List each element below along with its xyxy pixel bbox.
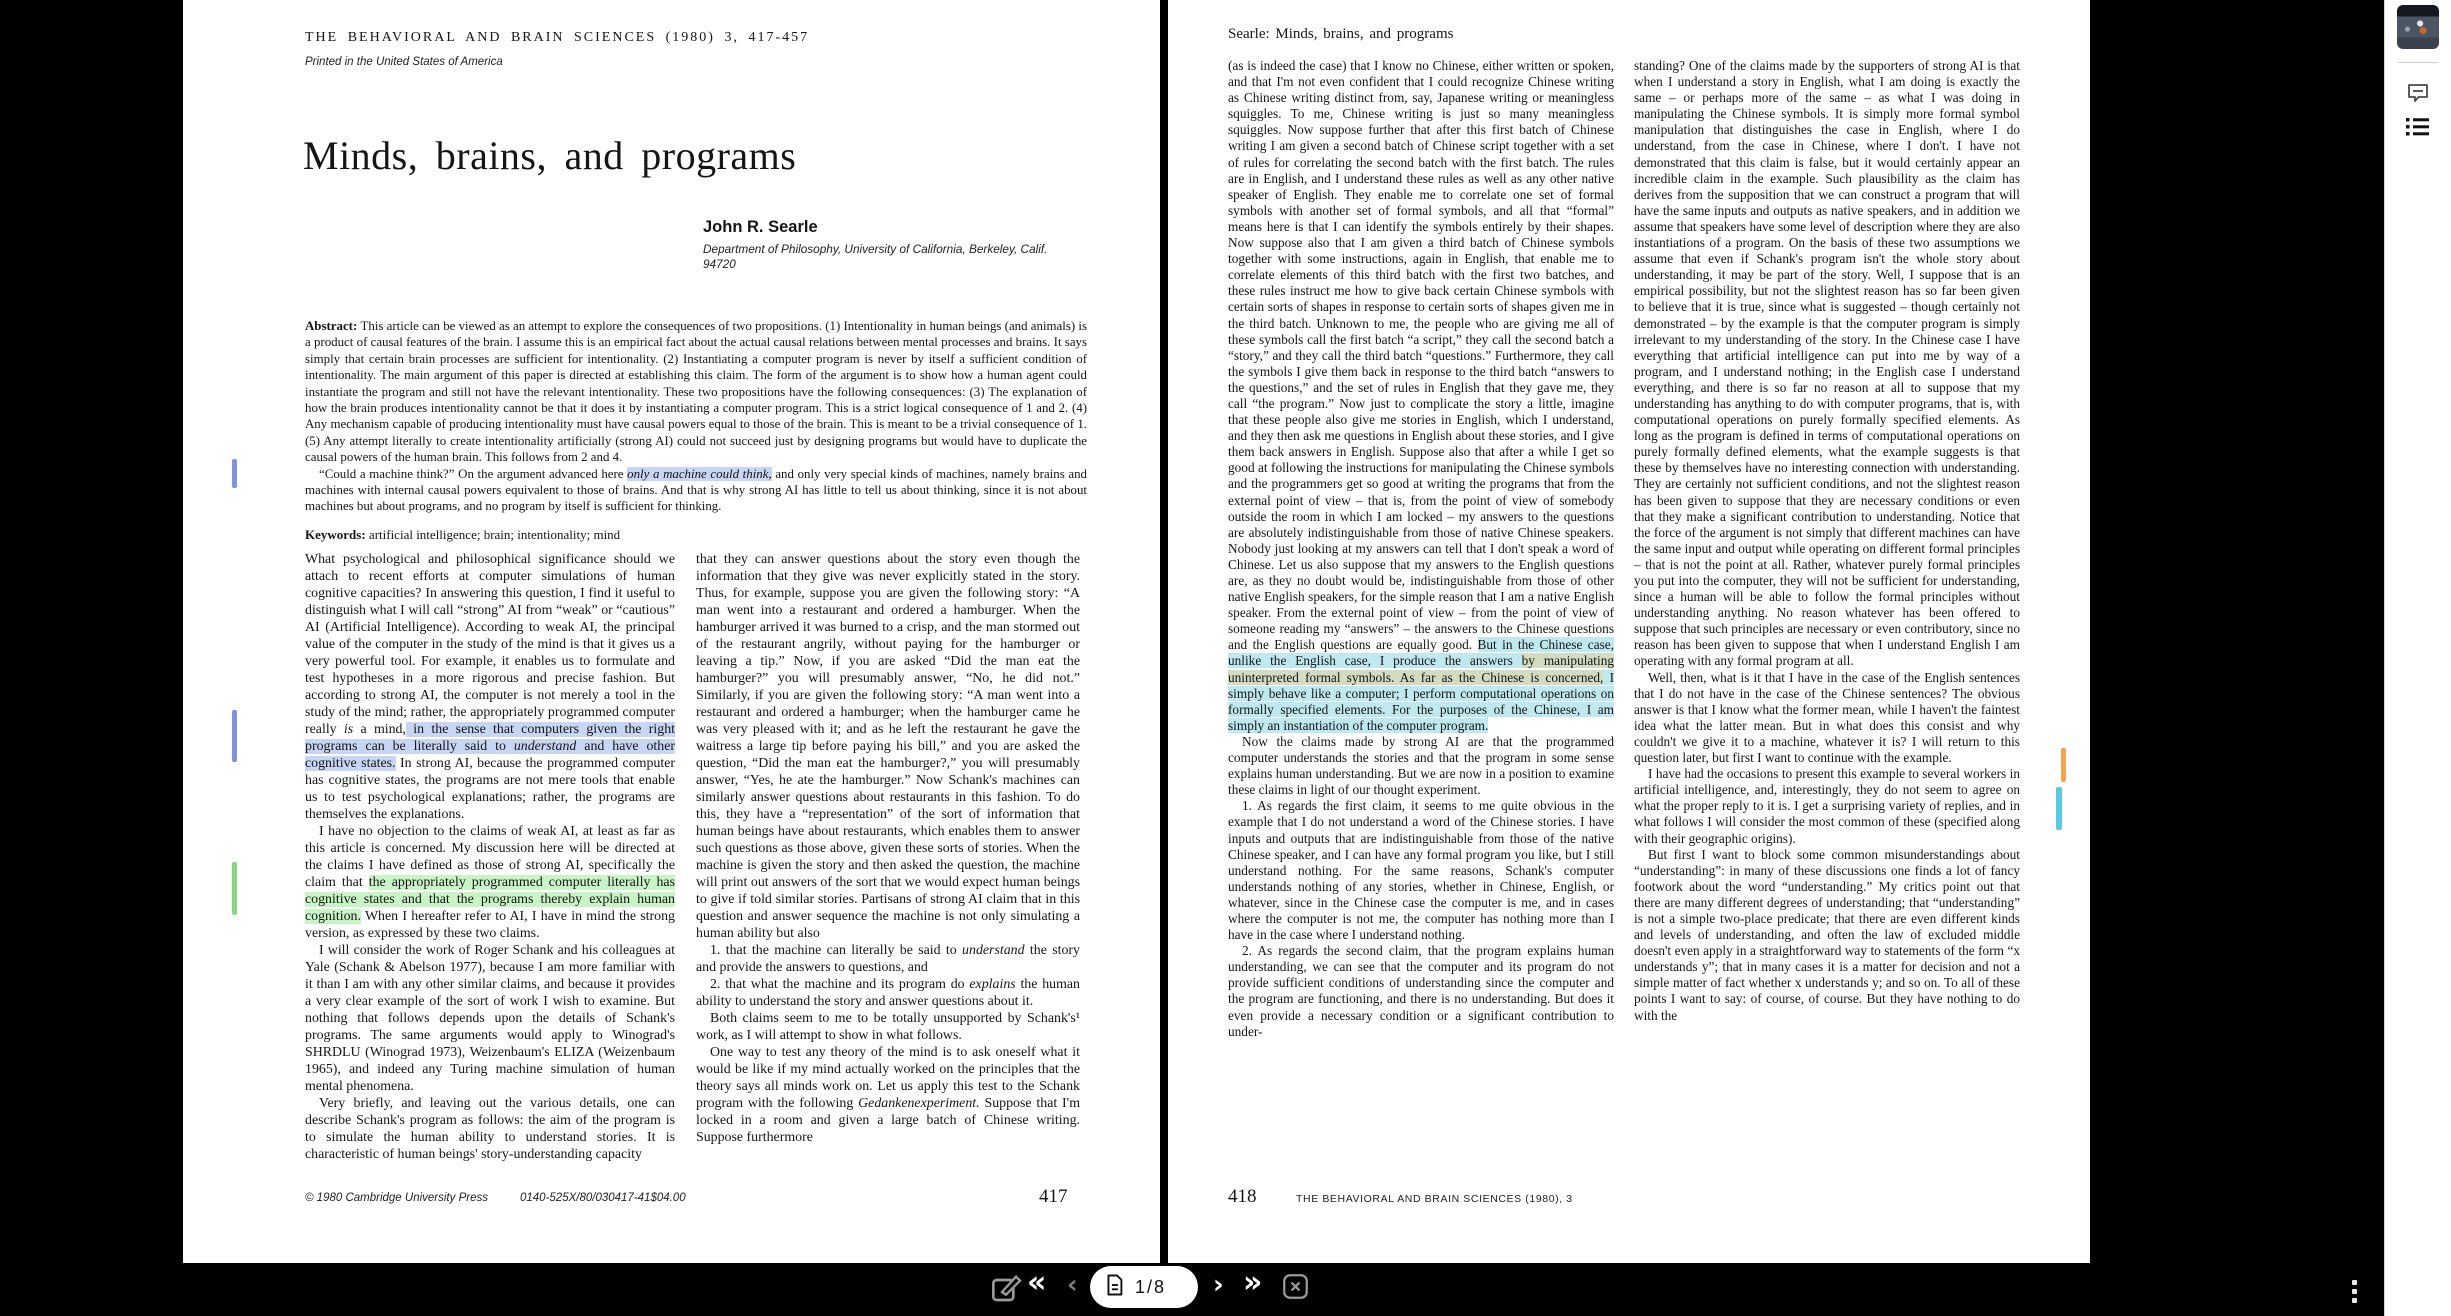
- keywords: [305, 527, 1087, 543]
- paragraph: [305, 318, 1087, 466]
- paragraph: [696, 1010, 1080, 1044]
- affiliation-zip: 94720: [703, 257, 736, 271]
- menu-dot: [2352, 1280, 2357, 1285]
- page-indicator-text: 1/8: [1135, 1276, 1167, 1297]
- text-highlight[interactable]: I simply behave like a computer; I perform computational operations on formally specified elements. For the purposes of the Chinese, I am simply an instantiation of the computer program.: [1228, 669, 1614, 733]
- paragraph: [1634, 670, 2020, 767]
- text-run: When I hereafter refer to AI, I have in mind the strong version, as expressed by these two claims.: [305, 909, 675, 941]
- text-run: Abstract:: [305, 319, 361, 333]
- paragraph: [696, 551, 1080, 942]
- paragraph: [1228, 58, 1614, 734]
- text-run: Keywords:: [305, 527, 369, 542]
- page-thumbnail[interactable]: [2397, 5, 2439, 49]
- paragraph: [1228, 943, 1614, 1040]
- text-run: 1. As regards the first claim, it seems to me quite obvious in the example that I do not understand a word of the Chinese stories. I have inputs and outputs that are indistinguishable from those of the native Chinese speaker, and I can have any formal program you like, but I still understand nothing. For the same reasons, Schank's computer understands nothing of any stories, whether in Chinese, English, or whatever, since in the Chinese case the computer is me, and in cases where the computer is not me, the computer has nothing more than I have in the case where I understand nothing.: [1228, 798, 1614, 943]
- text-run: explains: [969, 977, 1016, 992]
- sidebar: [2384, 0, 2451, 1316]
- text-run: the human ability to understand the story and answer questions about it.: [696, 977, 1080, 1009]
- text-highlight[interactable]: in the sense that computers given the right programs can be literally said to: [305, 722, 675, 754]
- text-run: and only very special kinds of machines, namely brains and machines with internal causal powers equivalent to those of brains. And that is why strong AI has little to tell us about thinking, since it is not about machines but about programs, and no program by itself is sufficient for thinking.: [305, 466, 1087, 514]
- paragraph: [1228, 734, 1614, 798]
- text-run: the story and provide the answers to questions, and: [696, 943, 1080, 975]
- paragraph: [696, 976, 1080, 1010]
- author-affiliation: [703, 242, 1103, 272]
- text-run: Both claims seem to me to be totally unsupported by Schank's¹ work, as I will attempt to show in what follows.: [696, 1011, 1080, 1043]
- previous-page-button[interactable]: ‹: [1067, 1270, 1078, 1300]
- paragraph: [305, 942, 675, 1095]
- paragraph: [696, 942, 1080, 976]
- text-run: In strong AI, because the programmed computer has cognitive states, the programs are not mere tools that enable us to test psychological explanations; rather, the programs are themselves the explanations.: [305, 756, 675, 822]
- text-highlight[interactable]: the appropriately programmed computer literally has cognitive states and that the programs thereby explain human cognition.: [305, 875, 675, 924]
- annotate-button[interactable]: [990, 1272, 1022, 1309]
- left-page-column-1: [305, 551, 675, 1165]
- margin-annotation-bar-orange[interactable]: [2061, 748, 2066, 782]
- text-run: artificial intelligence; brain; intentionality; mind: [368, 527, 621, 542]
- text-run: is: [343, 722, 354, 737]
- document-page-right: [1168, 0, 2090, 1263]
- text-run: “Could a machine think?” On the argument advanced here: [319, 466, 628, 481]
- text-run: 2. As regards the second claim, that the program explains human understanding, we can see that the computer and its program do not provide sufficient conditions of understanding since the computer and the program are functioning, and there is no understanding. But does it even provide a necessary condition or a significant contribution to under-: [1228, 943, 1614, 1039]
- text-highlight[interactable]: and have other cognitive states.: [305, 739, 675, 771]
- article-title: Minds, brains, and programs: [303, 133, 797, 178]
- printed-note: Printed in the United States of America: [305, 56, 503, 68]
- menu-dot: [2352, 1298, 2357, 1303]
- margin-annotation-bar-cyan[interactable]: [2056, 787, 2062, 830]
- paragraph: [305, 1095, 675, 1163]
- page-number-417: 417: [1039, 1186, 1068, 1207]
- margin-annotation-bar-green[interactable]: [232, 862, 237, 915]
- text-run: Very briefly, and leaving out the various details, one can describe Schank's program as follows: the aim of the program is to simulate the human ability to understand stories. It is characteristic of human beings' story-understanding capacity: [305, 1096, 675, 1162]
- paragraph: [1634, 766, 2020, 846]
- text-run: 2. that what the machine and its program do: [710, 977, 970, 992]
- text-run: (as is indeed the case) that I know no Chinese, either written or spoken, and that I'm not even confident that I could recognize Chinese writing as Chinese writing distinct from, say, Japanese writing or meaningless squiggles. To me, Chinese writing is just so many meaningless squiggles. Now suppose further that after this first batch of Chinese writing I am given a second batch of Chinese script together with a set of rules for correlating the second batch with the first batch. The rules are in English, and I understand these rules as well as any other native speaker of English. They enable me to correlate one set of formal symbols with another set of formal symbols, and all that “formal” means here is that I can identify the symbols entirely by their shapes. Now suppose also that I am given a third batch of Chinese symbols together with some instructions, again in English, that enable me to correlate elements of this third batch with the first two batches, and these rules instruct me how to give back certain Chinese symbols with certain sorts of shapes in response to certain sorts of shapes given me in the third batch. Unknown to me, the people who are giving me all of these symbols call the first batch “a script,” they call the second batch a “story,” and they call the third batch “questions.” Furthermore, they call the symbols I give them back in response to the third batch “answers to the questions,” and the set of rules in English that they gave me, they call “the program.” Now just to complicate the story a little, imagine that these people also give me stories in English, which I understand, and they then ask me questions in English about these stories, and I give them back answers in English. Suppose also that after a while I get so good at following the instructions for manipulating the Chinese symbols and the programmers get so good at writing the programs that from the external point of view – that is, from the point of view of somebody outside the room in which I am locked – my answers to the questions are absolutely indistinguishable from those of native Chinese speakers. Nobody just looking at my answers can tell that I don't speak a word of Chinese. Let us also suppose that my answers to the English questions are, as they no doubt would be, indistinguishable from those of other native English speakers, for the simple reason that I am a native English speaker. From the external point of view – from the point of view of someone reading my “answers” – the answers to the Chinese questions and the English questions are equally good.: [1228, 58, 1614, 653]
- last-page-button[interactable]: »: [1243, 1265, 1263, 1300]
- text-run: But first I want to block some common misunderstandings about “understanding”: in many of these discussions one finds a lot of fancy footwork about the word “understanding.” My critics point out that there are many different degrees of understanding; that “understanding” is not a simple two-place predicate; that there are even different kinds and levels of understanding, and often the law of excluded middle doesn't even apply in a straightforward way to statements of the form “x understands y”; that in many cases it is a matter for decision and not a simple matter of fact whether x understands y; and so on. To all of these points I want to say: of course, of course. But they have nothing to do with the: [1634, 846, 2020, 1023]
- right-page-column-2: [1634, 58, 2020, 1173]
- paragraph: [305, 551, 675, 823]
- right-page-column-1: [1228, 58, 1614, 1173]
- text-highlight[interactable]: only a machine could think,: [627, 466, 772, 481]
- comment-icon[interactable]: [2405, 80, 2431, 111]
- author-name: John R. Searle: [703, 218, 818, 236]
- close-button[interactable]: [1282, 1273, 1309, 1305]
- outline-list-icon[interactable]: [2405, 116, 2430, 143]
- issn-code: 0140-525X/80/030417-41$04.00: [520, 1192, 686, 1204]
- page-number-418: 418: [1228, 1186, 1257, 1207]
- journal-footer-line: THE BEHAVIORAL AND BRAIN SCIENCES (1980), 3: [1296, 1193, 1573, 1205]
- text-highlight[interactable]: by manipulating uninterpreted formal symbols. As far as the Chinese is concerned,: [1228, 653, 1614, 685]
- text-run: I will consider the work of Roger Schank and his colleagues at Yale (Schank & Abelson 1977), because I am more familiar with it than I am with any other similar claims, and because it provides a very clear example of the sort of work I wish to examine. But nothing that follows depends upon the details of Schank's programs. The same arguments would apply to Winograd's SHRDLU (Winograd 1973), Weizenbaum's ELIZA (Weizenbaum 1965), and indeed any Turing machine simulation of human mental phenomena.: [305, 943, 675, 1094]
- text-run: One way to test any theory of the mind is to ask oneself what it would be like if my mind actually worked on the principles that the theory says all minds work on. Let us apply this test to the Schank program with the following: [696, 1045, 1080, 1111]
- text-highlight[interactable]: But in the Chinese case, unlike the English case, I produce the answers: [1228, 637, 1614, 669]
- margin-annotation-bar-blue[interactable]: [232, 459, 237, 488]
- document-page-icon: [1105, 1273, 1124, 1302]
- text-run: This article can be viewed as an attempt to explore the consequences of two propositions. (1) Intentionality in human beings (and animals) is a product of causal features of the brain. I assume this is an empirical fact about the actual causal relations between mental processes and brains. It says simply that certain brain processes are sufficient for intentionality. (2) Instantiating a computer program is never by itself a sufficient condition of intentionality. The main argument of this paper is directed at establishing this claim. The form of the argument is to show how a human agent could instantiate the program and still not have the relevant intentionality. These two propositions have the following consequences: (3) The explanation of how the brain produces intentionality cannot be that it does it by instantiating a computer program. This is a strict logical consequence of 1 and 2. (4) Any mechanism capable of producing intentionality must have causal powers equal to those of the brain. This is meant to be a trivial consequence of 1. (5) Any attempt literally to create intentionality artificially (strong AI) could not succeed just by designing programs but would have to duplicate the causal powers of the human brain. This follows from 2 and 4.: [305, 319, 1087, 465]
- text-run: I have no objection to the claims of weak AI, at least as far as this article is concerned. My discussion here will be directed at the claims I have defined as those of strong AI, specifically the claim that: [305, 824, 675, 890]
- sidebar-divider: [2398, 62, 2438, 63]
- affiliation-line: Department of Philosophy, University of California, Berkeley, Calif.: [703, 242, 1048, 256]
- text-run: 1. that the machine can literally be said to: [710, 943, 963, 958]
- text-run: I have had the occasions to present this example to several workers in artificial intelligence, and, interestingly, they do not seem to agree on what the proper reply to it is. I get a surprising variety of replies, and in what follows I will consider the most common of these (specified along with their geographic origins).: [1634, 766, 2020, 846]
- abstract: [305, 318, 1087, 515]
- paragraph: [696, 1044, 1080, 1146]
- paragraph: [1228, 798, 1614, 943]
- text-run: Gedankenexperiment.: [858, 1096, 980, 1111]
- text-run: Now the claims made by strong AI are that the programmed computer understands the stories and that the program in some sense explains human understanding. But we are now in a position to examine these claims in light of our thought experiment.: [1228, 733, 1614, 798]
- next-page-button[interactable]: ›: [1213, 1270, 1224, 1300]
- copyright-line: © 1980 Cambridge University Press: [305, 1192, 488, 1204]
- document-page-left: [183, 0, 1160, 1263]
- text-run: a mind,: [353, 722, 406, 737]
- paragraph: [305, 466, 1087, 515]
- margin-annotation-bar-blue[interactable]: [232, 710, 237, 762]
- text-run: What psychological and philosophical significance should we attach to recent efforts at computer simulations of human cognitive capacities? In answering this question, I find it useful to distinguish what I will call “strong” AI from “weak” or “cautious” AI (Artificial Intelligence). According to weak AI, the principal value of the computer in the study of the mind is that it gives us a very powerful tool. For example, it enables us to formulate and test hypotheses in a more rigorous and precise fashion. But according to strong AI, the computer is not merely a tool in the study of the mind; rather, the appropriately programmed computer really: [305, 552, 675, 737]
- paragraph: [1634, 847, 2020, 1024]
- page-indicator-pill[interactable]: [1090, 1266, 1198, 1308]
- text-highlight[interactable]: understand: [513, 739, 577, 754]
- overflow-menu-icon[interactable]: [2352, 1280, 2358, 1307]
- journal-header: THE BEHAVIORAL AND BRAIN SCIENCES (1980) 3, 417-457: [305, 30, 810, 45]
- paragraph: [305, 823, 675, 942]
- paragraph: [305, 527, 1087, 543]
- first-page-button[interactable]: «: [1027, 1265, 1047, 1300]
- paragraph: [1634, 58, 2020, 670]
- text-run: standing? One of the claims made by the supporters of strong AI is that when I understand a story in English, what I am doing is exactly the same – or perhaps more of the same – as what I was doing in manipulating the Chinese symbols. It is simply more formal symbol manipulation that distinguishes the case in English, where I do understand, from the case in Chinese, where I don't. I have not demonstrated that this claim is false, but it would certainly appear an incredible claim in the example. Such plausibility as the claim has derives from the supposition that we can construct a program that will have the same inputs and outputs as native speakers, and in addition we assume that speakers have some level of description where they are also instantiations of a program. On the basis of these two assumptions we assume that even if Schank's program isn't the whole story about understanding, it may be part of the story. Well, I suppose that is an empirical possibility, but not the slightest reason has so far been given to believe that it is true, since what is suggested – though certainly not demonstrated – by the example is that the computer program is simply irrelevant to my understanding of the story. In the Chinese case I have everything that artificial intelligence can put into me by way of a program, and I understand nothing; in the English case I understand everything, and there is so far no reason at all to suppose that my understanding has anything to do with computer programs, that is, with computational operations on purely formally specified elements. As long as the program is defined in terms of computational operations on purely formally defined elements, what the example suggests is that these by themselves have no interesting connection with understanding. They are certainly not sufficient conditions, and not the slightest reason has been given to suppose that they are necessary conditions or even that they make a significant contribution to understanding. Notice that the force of the argument is not simply that different machines can have the same input and output while operating on different formal principles – that is not the point at all. Rather, whatever purely formal principles you put into the computer, they will not be sufficient for understanding, since a human will be able to follow the formal principles without understanding anything. No reason whatever has been offered to suppose that such principles are necessary or even contributory, since no reason has been given to suppose that when I understand English I am operating with any formal program at all.: [1634, 58, 2020, 669]
- text-run: that they can answer questions about the story even though the information that they give was never explicitly stated in the story. Thus, for example, suppose you are given the following story: “A man went into a restaurant and ordered a hamburger. When the hamburger arrived it was burned to a crisp, and the man stormed out of the restaurant angrily, without paying for the hamburger or leaving a tip.” Now, if you are asked “Did the man eat the hamburger?” you will presumably answer, “No, he did not.” Similarly, if you are given the following story: “A man went into a restaurant and ordered a hamburger; when the hamburger came he was very pleased with it; and as he left the restaurant he gave the waitress a large tip before paying his bill,” and you are asked the question, “Did the man eat the hamburger?,” you will presumably answer, “Yes, he ate the hamburger.” Now Schank's machines can similarly answer questions about restaurants in this fashion. To do this, they have a “representation” of the sort of information that human beings have about restaurants, which enables them to answer such questions as those above, given these sorts of stories. When the machine is given the story and then asked the question, the machine will print out answers of the sort that we would expect human beings to give if told similar stories. Partisans of strong AI claim that in this question and answer sequence the machine is not only simulating a human ability but also: [696, 552, 1080, 941]
- running-head: Searle: Minds, brains, and programs: [1228, 26, 1454, 42]
- left-page-column-2: [696, 551, 1080, 1165]
- menu-dot: [2352, 1289, 2357, 1294]
- text-run: understand: [962, 943, 1025, 958]
- text-run: Suppose that I'm locked in a room and given a large batch of Chinese writing. Suppose furthermore: [696, 1096, 1080, 1145]
- text-run: Well, then, what is it that I have in the case of the English sentences that I do not have in the case of the Chinese sentences? The obvious answer is that I know what the former mean, while I haven't the faintest idea what the latter mean. But in what does this consist and why couldn't we give it to a machine, whatever it is? I will return to this question later, but first I want to continue with the example.: [1634, 669, 2020, 766]
